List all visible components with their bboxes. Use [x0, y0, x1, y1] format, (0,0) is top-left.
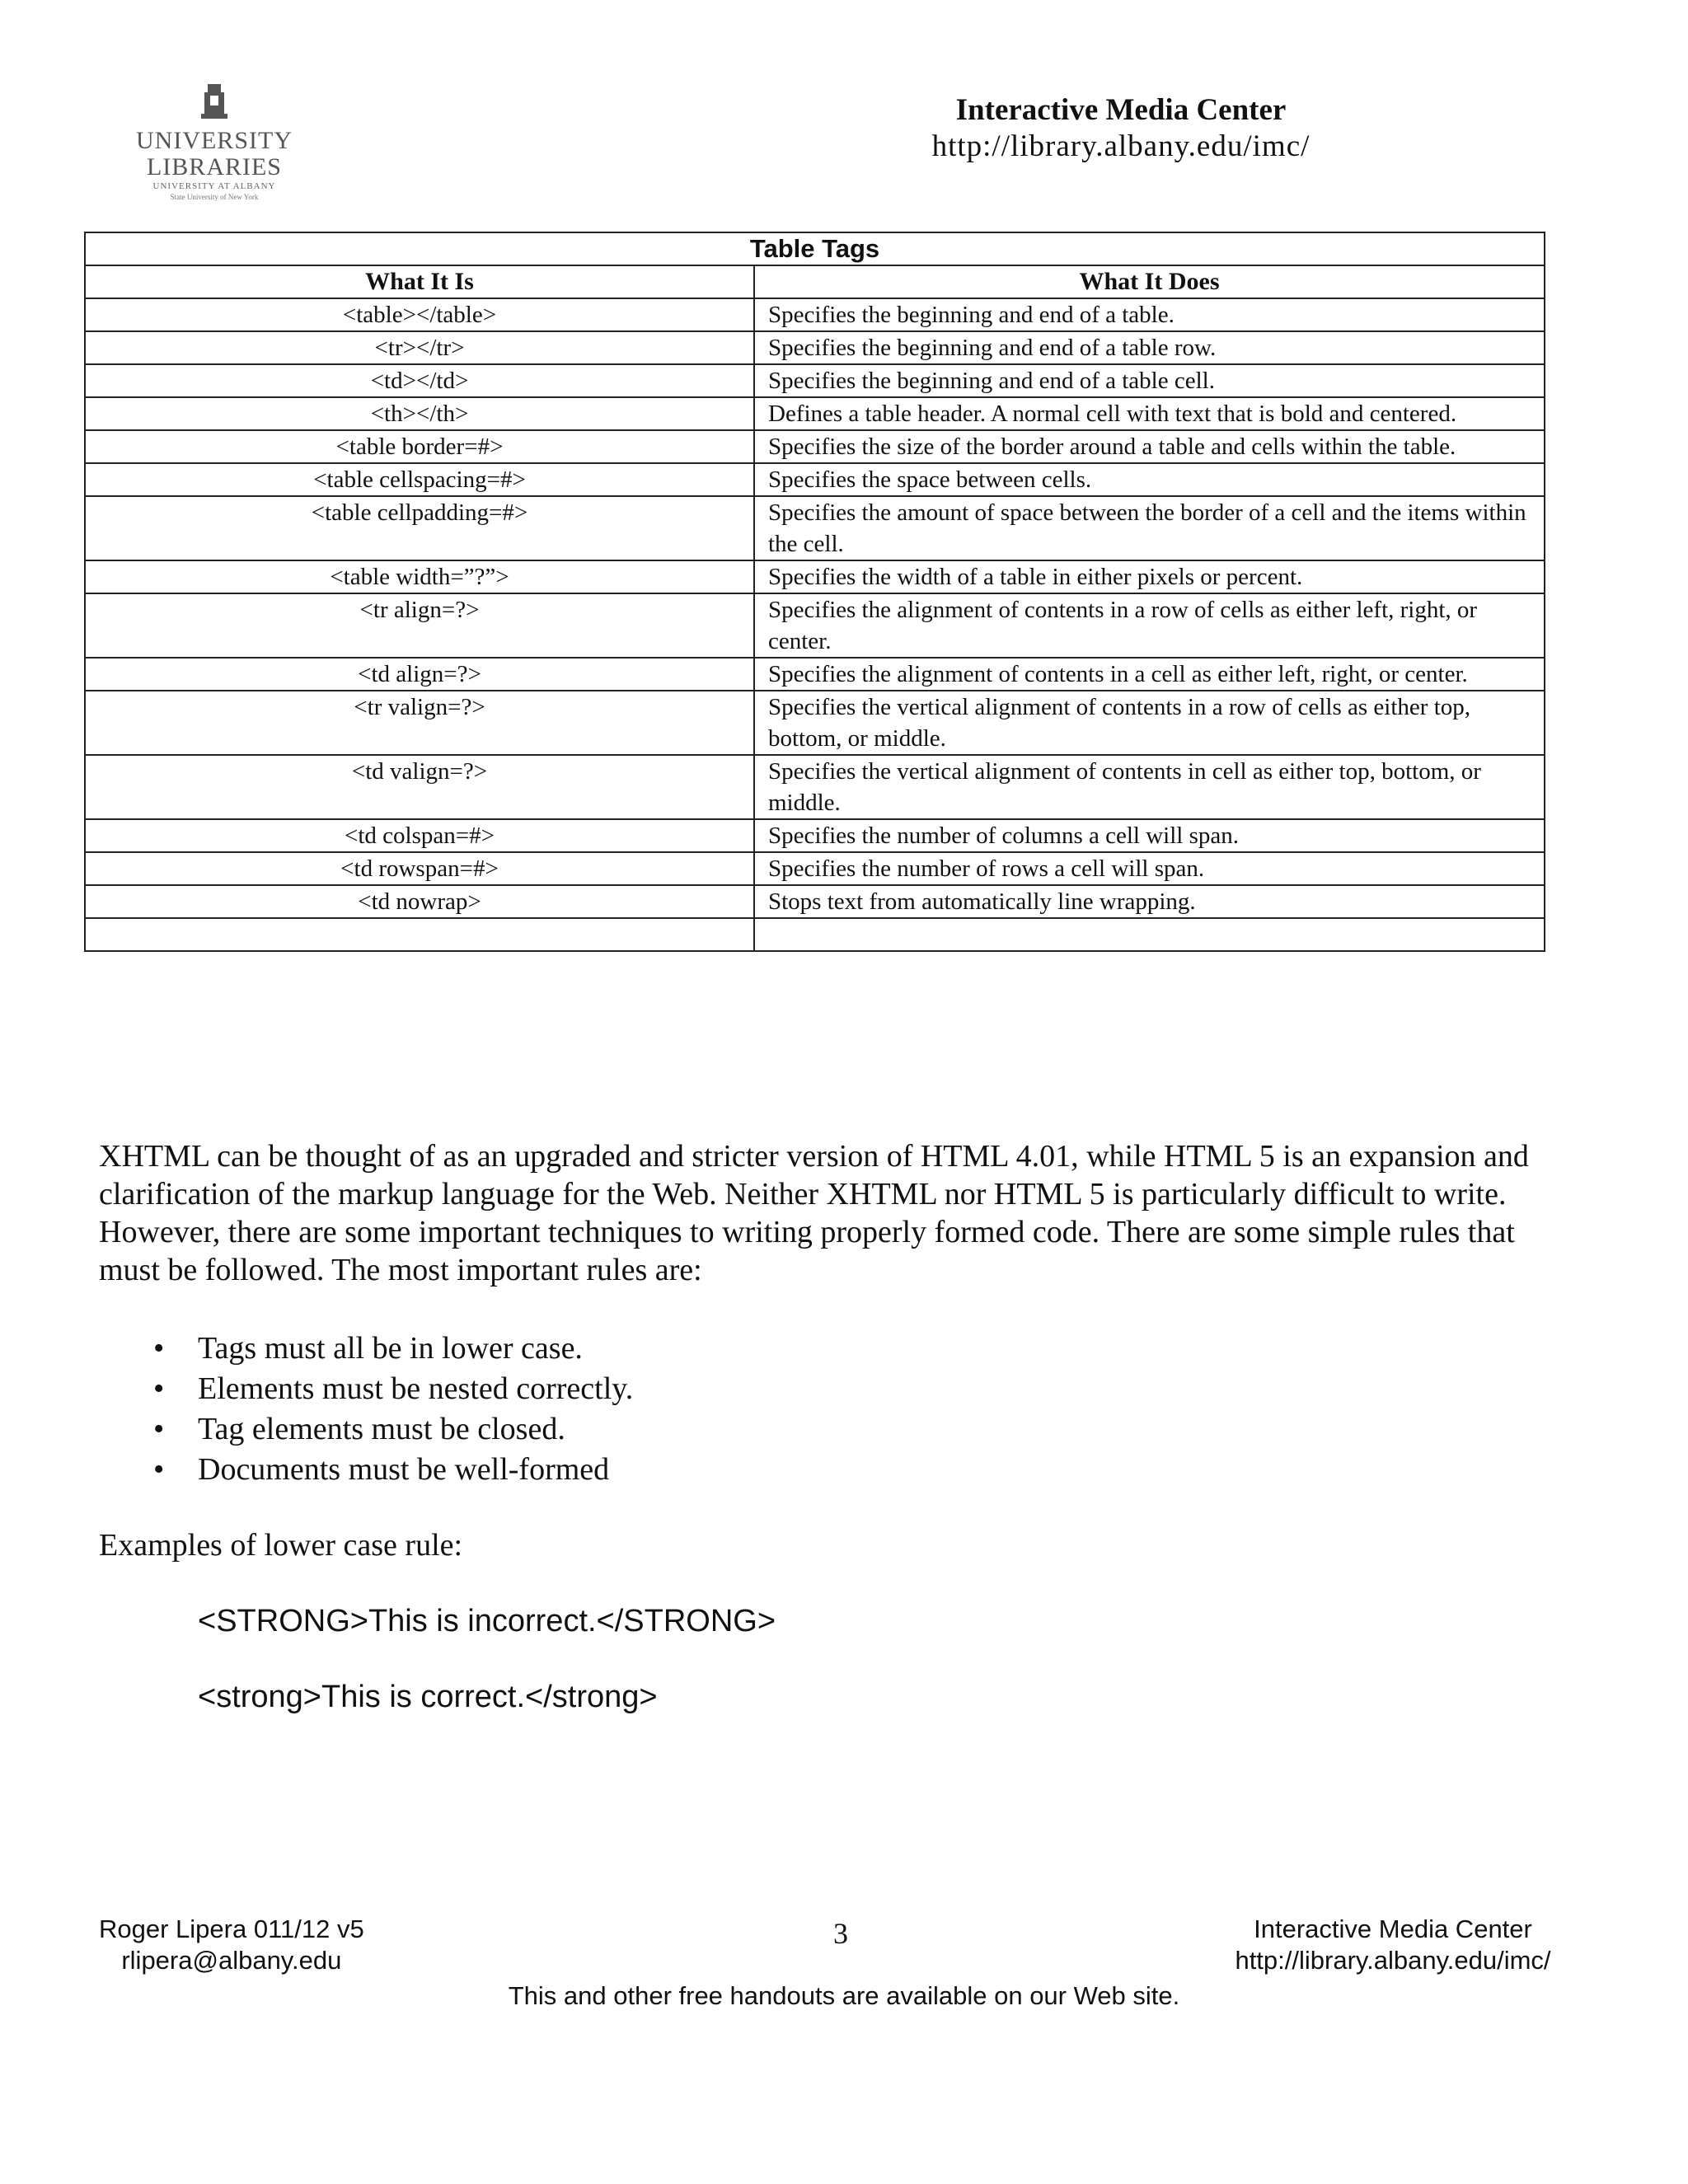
tag-cell: <td colspan=#> — [85, 819, 754, 852]
table-row — [85, 819, 1545, 852]
header-title: Interactive Media Center — [955, 93, 1287, 127]
tag-cell: <td></td> — [85, 364, 754, 397]
tag-cell: <table></table> — [85, 298, 754, 331]
description-cell: Specifies the number of rows a cell will span. — [754, 852, 1545, 885]
description-cell: Specifies the space between cells. — [754, 463, 1545, 496]
bullet-icon: • — [153, 1412, 165, 1446]
footer-email[interactable]: rlipera@albany.edu — [121, 1946, 342, 1975]
table-row — [85, 298, 1545, 331]
description-cell: Defines a table header. A normal cell with text that is bold and centered. — [754, 397, 1545, 430]
rule-text: Tags must all be in lower case. — [198, 1331, 583, 1366]
tag-cell: <td align=?> — [85, 658, 754, 691]
table-row — [85, 397, 1545, 430]
description-cell — [754, 918, 1545, 951]
description-cell: Specifies the vertical alignment of contents in a row of cells as either top, bottom, or middle. — [754, 691, 1545, 755]
table-row — [85, 918, 1545, 951]
footer-note: This and other free handouts are available on our Web site. — [508, 1981, 1180, 2010]
tag-cell: <tr valign=?> — [85, 691, 754, 755]
tag-cell: <td rowspan=#> — [85, 852, 754, 885]
table-row — [85, 593, 1545, 658]
description-cell: Specifies the beginning and end of a table row. — [754, 331, 1545, 364]
description-cell: Specifies the width of a table in either pixels or percent. — [754, 560, 1545, 593]
footer-author: Roger Lipera 011/12 v5 — [99, 1915, 364, 1943]
bullet-icon: • — [153, 1331, 165, 1366]
footer-center-block — [1203, 1914, 1582, 1976]
footer-url[interactable]: http://library.albany.edu/imc/ — [1235, 1946, 1551, 1975]
table-row — [85, 331, 1545, 364]
description-cell: Specifies the amount of space between the border of a cell and the items within the cell. — [754, 496, 1545, 560]
logo-title: UNIVERSITY LIBRARIES — [136, 127, 293, 180]
header-url[interactable]: http://library.albany.edu/imc/ — [931, 129, 1311, 163]
list-item — [153, 1409, 633, 1450]
list-item — [153, 1369, 634, 1409]
tag-cell: <tr></tr> — [85, 331, 754, 364]
intro-paragraph: XHTML can be thought of as an upgraded and stricter version of HTML 4.01, while HTML 5 is an expansion and clarification of the markup language for the Web. Neither XHTML nor HTML 5 is particularly difficult to write. However, there are some important techniques to writing properly formed code. There are some simple rules that must be followed. The most important rules are: — [99, 1139, 1529, 1287]
column-header-what-it-is: What It Is — [85, 265, 754, 298]
description-cell: Specifies the beginning and end of a table cell. — [754, 364, 1545, 397]
tag-cell: <td valign=?> — [85, 755, 754, 819]
page-number: 3 — [833, 1917, 848, 1950]
table-tags — [84, 232, 1545, 952]
bullet-icon: • — [153, 1452, 165, 1487]
description-cell: Specifies the beginning and end of a table. — [754, 298, 1545, 331]
list-item — [153, 1450, 633, 1490]
description-cell: Specifies the size of the border around a table and cells within the table. — [754, 430, 1545, 463]
table-row — [85, 852, 1545, 885]
tower-icon — [196, 82, 232, 120]
tag-cell: <table cellpadding=#> — [85, 496, 754, 560]
page-header — [824, 92, 1418, 165]
table-header-row — [85, 265, 1545, 298]
table-row — [85, 364, 1545, 397]
rule-text: Documents must be well-formed — [198, 1452, 610, 1487]
description-cell: Stops text from automatically line wrapping. — [754, 885, 1545, 918]
university-libraries-logo — [99, 82, 330, 202]
table-caption-row — [85, 232, 1545, 265]
tag-cell — [85, 918, 754, 951]
list-item — [153, 1329, 633, 1369]
table-row — [85, 496, 1545, 560]
table-row — [85, 691, 1545, 755]
tag-cell: <table width=”?”> — [85, 560, 754, 593]
footer-author-block — [99, 1914, 364, 1976]
tag-cell: <td nowrap> — [85, 885, 754, 918]
table-row — [85, 560, 1545, 593]
bullet-icon: • — [153, 1371, 165, 1406]
tag-cell: <table cellspacing=#> — [85, 463, 754, 496]
table-row — [85, 658, 1545, 691]
table-row — [85, 463, 1545, 496]
table-row — [85, 885, 1545, 918]
table-row — [85, 755, 1545, 819]
column-header-what-it-does: What It Does — [754, 265, 1545, 298]
rule-text: Elements must be nested correctly. — [198, 1371, 634, 1406]
logo-tagline: State University of New York — [170, 193, 259, 201]
description-cell: Specifies the vertical alignment of contents in cell as either top, bottom, or middle. — [754, 755, 1545, 819]
logo-subtitle: UNIVERSITY AT ALBANY — [152, 181, 276, 191]
description-cell: Specifies the alignment of contents in a cell as either left, right, or center. — [754, 658, 1545, 691]
tag-cell: <tr align=?> — [85, 593, 754, 658]
table-body — [85, 298, 1545, 951]
description-cell: Specifies the number of columns a cell will span. — [754, 819, 1545, 852]
rule-text: Tag elements must be closed. — [198, 1412, 565, 1446]
footer-center-name: Interactive Media Center — [1254, 1915, 1532, 1943]
example-correct: <strong>This is correct.</strong> — [198, 1680, 658, 1714]
rules-list — [153, 1329, 634, 1490]
tag-cell: <th></th> — [85, 397, 754, 430]
table-row — [85, 430, 1545, 463]
example-incorrect: <STRONG>This is incorrect.</STRONG> — [198, 1604, 776, 1638]
tag-cell: <table border=#> — [85, 430, 754, 463]
table-caption: Table Tags — [85, 232, 1545, 265]
description-cell: Specifies the alignment of contents in a row of cells as either left, right, or center. — [754, 593, 1545, 658]
examples-label: Examples of lower case rule: — [99, 1528, 463, 1563]
